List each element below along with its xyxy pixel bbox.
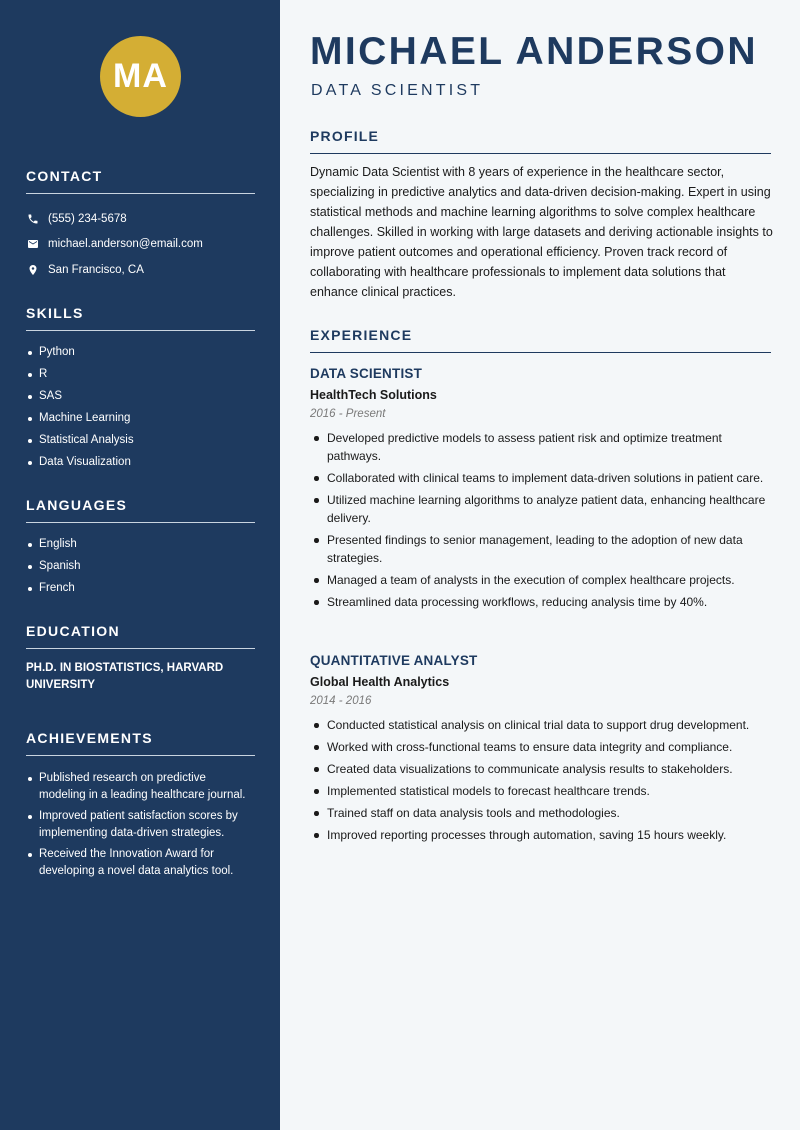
job-bullet: Worked with cross-functional teams to ensure data integrity and compliance.: [310, 738, 773, 756]
phone-icon: [26, 212, 40, 226]
skill-item: R: [26, 363, 255, 385]
job-bullets: [310, 429, 773, 611]
achievements-list: [26, 770, 255, 880]
achievement-item: Received the Innovation Award for developing a novel data analytics tool.: [26, 846, 255, 880]
job-title: QUANTITATIVE ANALYST: [310, 653, 478, 668]
candidate-title: DATA SCIENTIST: [311, 82, 484, 99]
skill-item: SAS: [26, 385, 255, 407]
sidebar: [0, 0, 280, 1130]
achievement-item: Improved patient satisfaction scores by implementing data-driven strategies.: [26, 808, 255, 842]
main-content: [280, 0, 800, 1130]
job-bullet: Implemented statistical models to forecast healthcare trends.: [310, 782, 773, 800]
languages-heading: LANGUAGES: [26, 497, 255, 523]
job-bullet: Developed predictive models to assess patient risk and optimize treatment pathways.: [310, 429, 773, 465]
job-bullet: Conducted statistical analysis on clinical trial data to support drug development.: [310, 716, 773, 734]
job-company: HealthTech Solutions: [310, 388, 437, 402]
language-item: English: [26, 533, 255, 555]
contact-location: [26, 257, 255, 283]
achievement-item: Published research on predictive modeling in a leading healthcare journal.: [26, 770, 255, 804]
job-bullet: Improved reporting processes through automation, saving 15 hours weekly.: [310, 826, 773, 844]
job-bullet: Streamlined data processing workflows, reducing analysis time by 40%.: [310, 593, 773, 611]
job-entry: [310, 653, 773, 848]
phone-text: (555) 234-5678: [48, 212, 127, 225]
job-entry: [310, 366, 773, 615]
email-icon: [26, 237, 40, 251]
profile-text: Dynamic Data Scientist with 8 years of experience in the healthcare sector, specializing in predictive analytics and data-driven decision-making. Expert in using statistical methods and machine learning algorithms to solve complex healthcare challenges. Skilled in working with large datasets and deriving actionable insights to improve patient outcomes and operational efficiency. Proven track record of collaborating with healthcare professionals to implement data solutions that enhance clinical practices.: [310, 165, 773, 299]
education-section: [26, 623, 255, 694]
job-bullet: Collaborated with clinical teams to implement data-driven solutions in patient care.: [310, 469, 773, 487]
skill-item: Python: [26, 341, 255, 363]
skill-item: Data Visualization: [26, 451, 255, 473]
languages-list: [26, 533, 255, 599]
contact-email: [26, 232, 255, 258]
location-text: San Francisco, CA: [48, 263, 144, 276]
education-degree: PH.D. IN BIOSTATISTICS, HARVARD UNIVERSITY: [26, 662, 224, 691]
job-bullet: Utilized machine learning algorithms to analyze patient data, enhancing healthcare delivery.: [310, 491, 773, 527]
skills-section: [26, 305, 255, 473]
job-bullet: Managed a team of analysts in the execution of complex healthcare projects.: [310, 571, 773, 589]
languages-section: [26, 497, 255, 599]
job-bullet: Created data visualizations to communicate analysis results to stakeholders.: [310, 760, 773, 778]
job-dates: 2014 - 2016: [310, 695, 372, 707]
location-pin-icon: [26, 263, 40, 277]
experience-heading: EXPERIENCE: [310, 327, 771, 353]
skills-list: [26, 341, 255, 473]
language-item: Spanish: [26, 555, 255, 577]
achievements-section: [26, 730, 255, 884]
contact-list: [26, 206, 255, 283]
candidate-name: MICHAEL ANDERSON: [310, 30, 758, 73]
job-bullet: Presented findings to senior management, leading to the adoption of new data strategies.: [310, 531, 773, 567]
skills-heading: SKILLS: [26, 305, 255, 331]
avatar: MA: [100, 36, 181, 117]
achievements-heading: ACHIEVEMENTS: [26, 730, 255, 756]
contact-heading: CONTACT: [26, 168, 255, 194]
job-bullet: Trained staff on data analysis tools and methodologies.: [310, 804, 773, 822]
job-title: DATA SCIENTIST: [310, 366, 423, 381]
skill-item: Machine Learning: [26, 407, 255, 429]
email-text: michael.anderson@email.com: [48, 238, 203, 251]
contact-phone: [26, 206, 255, 232]
job-bullets: [310, 716, 773, 844]
profile-heading: PROFILE: [310, 128, 771, 154]
job-dates: 2016 - Present: [310, 408, 386, 420]
language-item: French: [26, 577, 255, 599]
job-company: Global Health Analytics: [310, 675, 450, 689]
skill-item: Statistical Analysis: [26, 429, 255, 451]
contact-section: [26, 168, 255, 283]
education-heading: EDUCATION: [26, 623, 255, 649]
